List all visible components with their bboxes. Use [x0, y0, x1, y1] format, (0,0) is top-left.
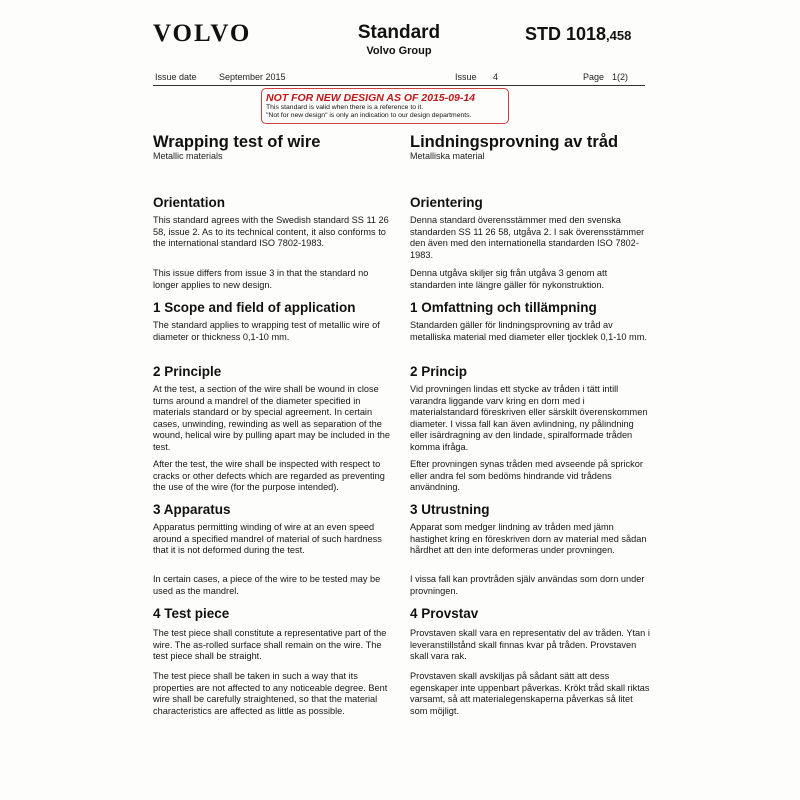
english-s2-p1: At the test, a section of the wire shall be wound in close turns around a mandrel of the diameter specified in materials standard or by special agreement. In certain cases, unwinding, rewinding as well as separation of the wound, helical wire by pulling apart may be included in the test. — [153, 384, 390, 452]
swedish-s1-p1: Standarden gäller för lindningsprovning av tråd av metalliska material med diameter eller tjocklek 0,1-10 mm. — [410, 320, 647, 342]
english-s1-p1: The standard applies to wrapping test of metallic wire of diameter or thickness 0,1-10 mm. — [153, 320, 380, 342]
swedish-title-text: Lindningsprovning av tråd — [410, 133, 619, 151]
standard-title: Standard — [357, 22, 441, 43]
english-s3-heading: 3 Apparatus — [153, 502, 231, 517]
swedish-s3-p1: Apparat som medger lindning av tråden med jämn hastighet kring en föreskriven dorn av material med sådan hårdhet att den inte deformeras under provningen. — [410, 522, 647, 556]
english-s3-p2: In certain cases, a piece of the wire to be tested may be used as the mandrel. — [153, 574, 381, 596]
swedish-subtitle: Metalliska material — [410, 151, 485, 161]
page-value: 1(2) — [612, 72, 629, 82]
english-orientation-p1: This standard agrees with the Swedish standard SS 11 26 58, issue 2. As to its technical content, it also conforms to the international standard ISO 7802-1983. — [153, 215, 389, 249]
standard-number-suffix: ,458 — [606, 28, 632, 43]
english-title-text: Wrapping test of wire — [153, 133, 321, 151]
notice-line-2: "Not for new design" is only an indication to our design departments. — [266, 112, 472, 119]
swedish-s3-heading: 3 Utrustning — [410, 502, 490, 517]
english-s4-p1: The test piece shall constitute a representative part of the wire. The as-rolled surface shall remain on the wire. The test piece shall be straight. — [153, 628, 387, 662]
english-subtitle: Metallic materials — [153, 151, 223, 161]
swedish-orientation-p1: Denna standard överensstämmer med den svenska standarden SS 11 26 58, utgåva 2. I sak överensstämmer den även med den internationella standarden ISO 7802-1983. — [410, 215, 645, 260]
english-s2-p2: After the test, the wire shall be inspected with respect to cracks or other defects which are regarded as preventing the use of the wire (for the purpose intended). — [153, 459, 385, 493]
english-s4-heading: 4 Test piece — [153, 606, 230, 621]
standard-number-main: STD 1018 — [525, 24, 607, 44]
issue-date-label: Issue date — [155, 72, 197, 82]
swedish-s2-p1: Vid provningen lindas ett stycke av tråden i tätt intill varandra liggande varv kring en dorn med i materialstandard föreskriven eller särskilt överenskommen diameter. I vissa fall kan även avlindning, ny pålindning eller isärdragning av den lindade, spiralformade tråden komma ifråga. — [410, 384, 648, 452]
standard-subtitle: Volvo Group — [366, 45, 432, 57]
english-s3-p1: Apparatus permitting winding of wire at an even speed around a specified mandrel of material of such hardness that it is not deformed during the test. — [153, 522, 382, 556]
swedish-s4-p1: Provstaven skall vara en representativ del av tråden. Ytan i leveranstillstånd skall finnas kvar på tråden. Provstaven skall vara rak. — [410, 628, 650, 662]
standard-number — [525, 24, 631, 45]
english-orientation-p2: This issue differs from issue 3 in that the standard no longer applies to new design. — [153, 268, 369, 290]
notice-title: NOT FOR NEW DESIGN AS OF 2015-09-14 — [266, 92, 476, 104]
english-title — [153, 133, 393, 162]
issue-value: 4 — [493, 72, 499, 82]
english-s1-heading: 1 Scope and field of application — [153, 300, 356, 315]
swedish-s2-p2: Efter provningen synas tråden med avseende på sprickor eller andra fel som bedöms hindrande vid trådens användning. — [410, 459, 643, 493]
swedish-s3-p2: I vissa fall kan provtråden själv användas som dorn under provningen. — [410, 574, 645, 596]
volvo-logo: VOLVO — [153, 20, 252, 47]
english-s4-p2: The test piece shall be taken in such a way that its properties are not affected to any noticeable degree. Bent wire shall be carefully straightened, so that the material characteristics are affected as little as possible. — [153, 671, 388, 716]
swedish-s1-heading: 1 Omfattning och tillämpning — [410, 300, 597, 315]
swedish-s4-p2: Provstaven skall avskiljas på sådant sätt att dess egenskaper inte uppenbart påverkas. Krökt tråd skall riktas varsamt, så att materialegenskaperna påverkas så litet som möjligt. — [410, 671, 650, 716]
swedish-title — [410, 133, 650, 162]
swedish-orientation-heading: Orientering — [410, 195, 483, 210]
swedish-s2-heading: 2 Princip — [410, 364, 468, 379]
issue-date-value: September 2015 — [219, 72, 286, 82]
english-orientation-heading: Orientation — [153, 195, 226, 210]
swedish-orientation-p2: Denna utgåva skiljer sig från utgåva 3 genom att standarden inte längre gäller för nykonstruktion. — [410, 268, 608, 290]
swedish-s4-heading: 4 Provstav — [410, 606, 479, 621]
page-label: Page — [583, 72, 605, 82]
not-for-new-design-notice — [261, 88, 509, 124]
issue-label: Issue — [455, 72, 477, 82]
notice-line-1: This standard is valid when there is a reference to it. — [266, 104, 424, 111]
header-divider — [153, 85, 645, 86]
english-s2-heading: 2 Principle — [153, 364, 222, 379]
